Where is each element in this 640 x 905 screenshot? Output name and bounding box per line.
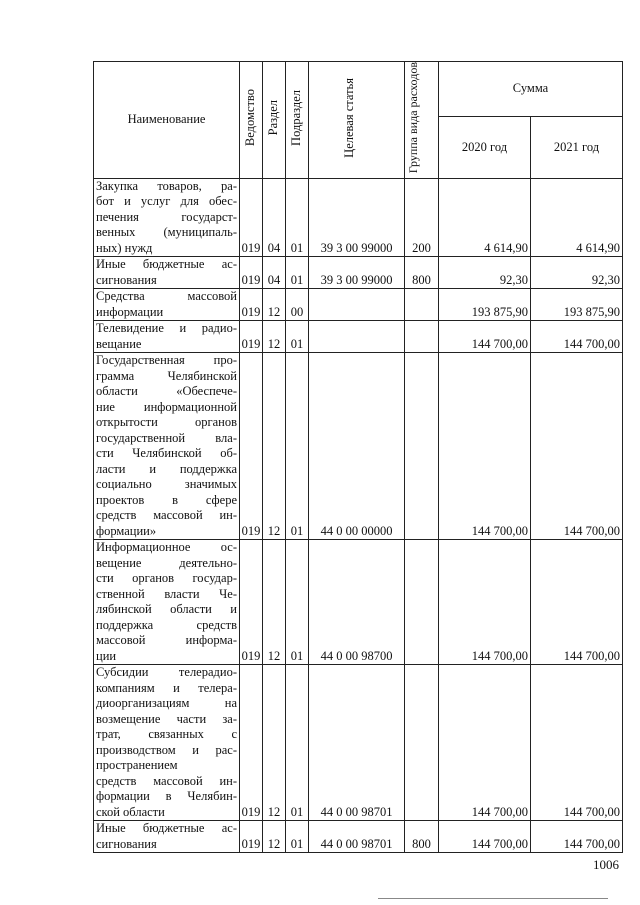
row-razdel: 12 (263, 821, 286, 853)
row-name (94, 257, 240, 289)
row-name-line: сти Челябинской об- (96, 446, 237, 461)
row-sum-2020: 144 700,00 (439, 665, 531, 821)
row-name-line: ние информационной (96, 399, 237, 414)
row-name-line: сигнования (96, 272, 157, 287)
row-name-line: ции (96, 648, 117, 663)
row-name-line: ных) нужд (96, 240, 153, 255)
header-razdel (263, 62, 286, 179)
header-target-label: Целевая статья (341, 77, 356, 158)
header-vedomstvo (240, 62, 263, 179)
row-vedomstvo: 019 (240, 665, 263, 821)
row-name (94, 321, 240, 353)
header-group-label: Группа вида расходов (405, 62, 420, 174)
row-group: 800 (405, 821, 439, 853)
row-name-line: печения государст- (96, 209, 237, 224)
row-razdel: 12 (263, 540, 286, 665)
row-name-line: ственной власти Че- (96, 586, 237, 601)
row-name-line: Информационное ос- (96, 540, 237, 555)
row-name-line: пространением (96, 758, 178, 773)
row-name-line: формации в Челябин- (96, 789, 237, 804)
bottom-rule (378, 898, 608, 899)
header-sum: Сумма (439, 62, 623, 117)
row-name-line: сти органов государ- (96, 571, 237, 586)
header-podrazdel (286, 62, 309, 179)
row-group (405, 665, 439, 821)
row-name (94, 178, 240, 257)
row-podrazdel: 01 (286, 257, 309, 289)
row-name-line: венных (муниципаль- (96, 225, 237, 240)
row-name-line: Средства массовой (96, 289, 237, 304)
row-vedomstvo: 019 (240, 353, 263, 540)
row-target (309, 289, 405, 321)
row-name-line: Государственная про- (96, 353, 237, 368)
row-sum-2020: 92,30 (439, 257, 531, 289)
header-vedomstvo-label: Ведомство (243, 89, 258, 147)
row-name-line: Субсидии телерадио- (96, 665, 237, 680)
row-sum-2020: 144 700,00 (439, 321, 531, 353)
row-group (405, 321, 439, 353)
header-target (309, 62, 405, 179)
table-row (94, 178, 623, 257)
row-name-line: ской области (96, 804, 165, 819)
row-razdel: 12 (263, 665, 286, 821)
row-podrazdel: 01 (286, 321, 309, 353)
row-name-line: трат, связанных с (96, 727, 237, 742)
row-sum-2021: 193 875,90 (531, 289, 623, 321)
header-name: Наименование (94, 62, 240, 179)
row-podrazdel: 01 (286, 665, 309, 821)
row-name-line: Иные бюджетные ас- (96, 257, 237, 272)
row-vedomstvo: 019 (240, 257, 263, 289)
row-target (309, 321, 405, 353)
row-razdel: 12 (263, 289, 286, 321)
table-body (94, 178, 623, 853)
header-year-2020: 2020 год (439, 117, 531, 179)
table-row (94, 665, 623, 821)
row-name-line: диоорганизациям на (96, 696, 237, 711)
row-target: 44 0 00 98700 (309, 540, 405, 665)
header-podrazdel-label: Подраздел (289, 89, 304, 146)
row-sum-2021: 144 700,00 (531, 821, 623, 853)
table-row (94, 321, 623, 353)
row-podrazdel: 00 (286, 289, 309, 321)
row-sum-2021: 92,30 (531, 257, 623, 289)
row-name-line: лябинской области и (96, 602, 237, 617)
row-razdel: 12 (263, 321, 286, 353)
row-vedomstvo: 019 (240, 178, 263, 257)
row-sum-2021: 144 700,00 (531, 353, 623, 540)
row-name-line: государственной вла- (96, 430, 237, 445)
row-razdel: 12 (263, 353, 286, 540)
row-name-line: формации» (96, 523, 157, 538)
row-group (405, 540, 439, 665)
row-target: 44 0 00 98701 (309, 821, 405, 853)
row-name-line: вещение деятельно- (96, 555, 237, 570)
row-name-line: области «Обеспече- (96, 384, 237, 399)
budget-table (93, 61, 623, 853)
row-group: 800 (405, 257, 439, 289)
table-row (94, 257, 623, 289)
row-sum-2021: 144 700,00 (531, 321, 623, 353)
row-name-line: производством и рас- (96, 742, 237, 757)
row-podrazdel: 01 (286, 353, 309, 540)
row-podrazdel: 01 (286, 178, 309, 257)
row-target: 39 3 00 99000 (309, 257, 405, 289)
row-sum-2020: 4 614,90 (439, 178, 531, 257)
row-name-line: информации (96, 304, 164, 319)
row-name-line: грамма Челябинской (96, 368, 237, 383)
row-name-line: Телевидение и радио- (96, 321, 237, 336)
row-name-line: возмещение части за- (96, 711, 237, 726)
row-name-line: бот и услуг для обес- (96, 194, 237, 209)
row-name-line: средств массовой ин- (96, 508, 237, 523)
row-target: 39 3 00 99000 (309, 178, 405, 257)
row-vedomstvo: 019 (240, 540, 263, 665)
row-group (405, 353, 439, 540)
row-group (405, 289, 439, 321)
row-sum-2021: 4 614,90 (531, 178, 623, 257)
row-vedomstvo: 019 (240, 821, 263, 853)
row-name-line: проектов в сфере (96, 492, 237, 507)
row-name-line: компаниям и телера- (96, 680, 237, 695)
row-name-line: открытости органов (96, 415, 237, 430)
row-sum-2020: 144 700,00 (439, 353, 531, 540)
row-name (94, 540, 240, 665)
row-vedomstvo: 019 (240, 321, 263, 353)
row-target: 44 0 00 00000 (309, 353, 405, 540)
row-target: 44 0 00 98701 (309, 665, 405, 821)
row-name-line: социально значимых (96, 477, 237, 492)
row-podrazdel: 01 (286, 540, 309, 665)
row-sum-2020: 144 700,00 (439, 540, 531, 665)
row-name-line: сигнования (96, 836, 157, 851)
row-sum-2021: 144 700,00 (531, 540, 623, 665)
row-name-line: средств массовой ин- (96, 773, 237, 788)
table-row (94, 289, 623, 321)
row-sum-2020: 144 700,00 (439, 821, 531, 853)
row-name-line: ласти и поддержка (96, 461, 237, 476)
row-vedomstvo: 019 (240, 289, 263, 321)
row-razdel: 04 (263, 257, 286, 289)
row-name-line: Закупка товаров, ра- (96, 178, 237, 193)
table-row (94, 353, 623, 540)
row-group: 200 (405, 178, 439, 257)
row-name (94, 353, 240, 540)
header-group (405, 62, 439, 179)
table-row (94, 821, 623, 853)
page-number: 1006 (593, 857, 619, 872)
row-sum-2020: 193 875,90 (439, 289, 531, 321)
table-row (94, 540, 623, 665)
header-year-2021: 2021 год (531, 117, 623, 179)
row-name-line: вещание (96, 336, 142, 351)
row-name (94, 665, 240, 821)
row-razdel: 04 (263, 178, 286, 257)
row-name-line: Иные бюджетные ас- (96, 821, 237, 836)
header-razdel-label: Раздел (266, 99, 281, 136)
row-name-line: массовой информа- (96, 633, 237, 648)
row-name (94, 821, 240, 853)
row-name-line: поддержка средств (96, 617, 237, 632)
row-name (94, 289, 240, 321)
row-sum-2021: 144 700,00 (531, 665, 623, 821)
row-podrazdel: 01 (286, 821, 309, 853)
